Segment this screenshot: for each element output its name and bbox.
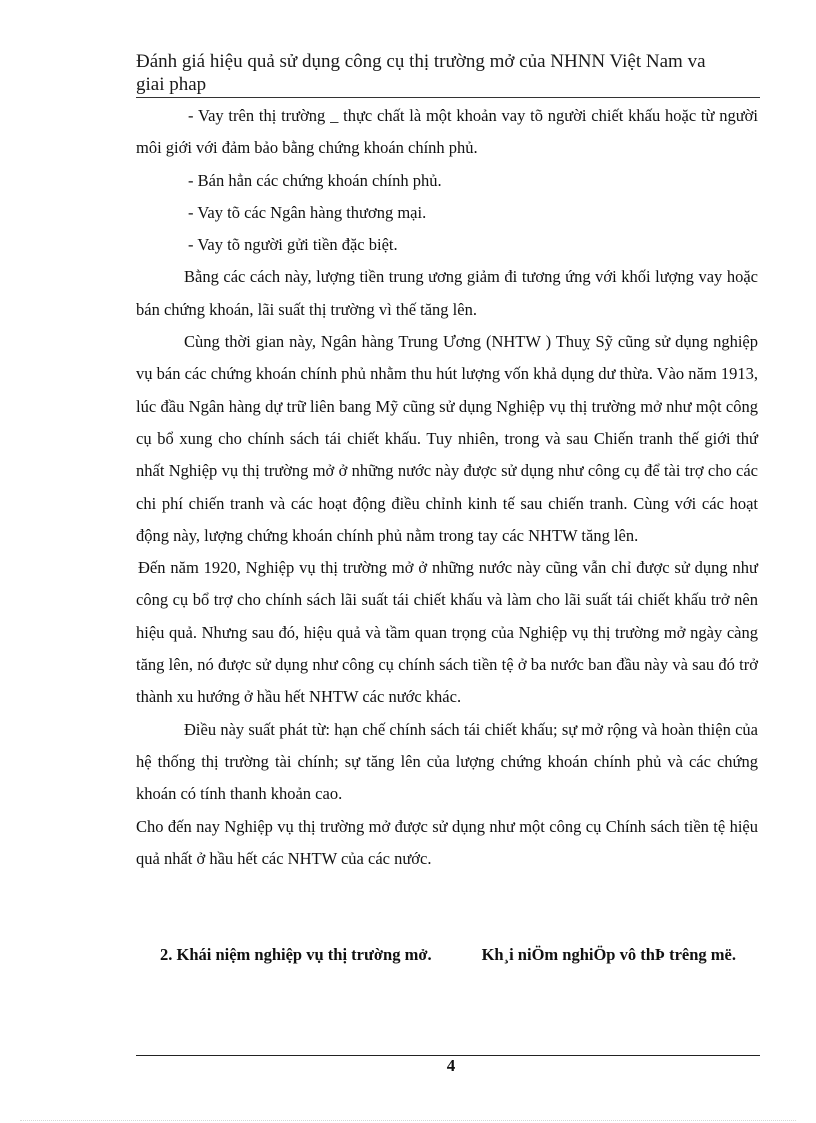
paragraph-bullet-loan-depositors: - Vay tõ người gửi tiền đặc biệt. — [188, 235, 398, 255]
section-heading — [160, 939, 760, 971]
paragraph-conclusion: Cho đến nay Nghiệp vụ thị trường mở được sử dụng như một công cụ Chính sách tiền tệ hiệu quả nhất ở hầu hết các NHTW của các nước. — [136, 816, 758, 868]
paragraph-reasons: Điều này suất phát từ: hạn chế chính sách tái chiết khấu; sự mở rộng và hoàn thiện của hệ thống thị trường tài chính; sự tăng lên của lượng chứng khoán chính phủ và các chứng khoán có tính thanh khoản cao. — [136, 719, 758, 804]
page-number: 4 — [446, 1056, 456, 1075]
paragraph-money-decrease: Bằng các cách này, lượng tiền trung ương giảm đi tương ứng với khối lượng vay hoặc bán chứng khoán, lãi suất thị trường vì thế tăng lên. — [136, 267, 758, 319]
paragraph-bullet-loan-banks: - Vay tõ các Ngân hàng thương mại. — [188, 202, 427, 222]
paragraph-bullet-loan-market: - Vay trên thị trường _ thực chất là một khoản vay tõ người chiết khấu hoặc từ người môi giới với đảm bảo bằng chứng khoán chính phủ. — [136, 106, 758, 158]
section-heading-title: 2. Khái niệm nghiệp vụ thị trường mở. — [160, 945, 432, 964]
header-divider — [136, 97, 760, 98]
paragraph-bullet-sell-securities: - Bán hẳn các chứng khoán chính phủ. — [188, 170, 442, 190]
document-header — [136, 50, 736, 96]
document-body — [136, 100, 758, 875]
paragraph-1920: Đến năm 1920, Nghiệp vụ thị trường mở ở những nước này cũng vẫn chỉ được sử dụng như công cụ bổ trợ cho chính sách lãi suất tái chiết khấu và làm cho lãi suất tái chiết khấu trở nên hiệu quả. Nhưng sau đó, hiệu quả và tầm quan trọng của Nghiệp vụ thị trường mở ngày càng tăng lên, nó được sử dụng như công cụ chính sách tiền tệ ở ba nước ban đầu này và sau đó trở thành xu hướng ở hầu hết NHTW các nước khác. — [136, 558, 758, 707]
page-bottom-edge — [20, 1120, 796, 1121]
section-heading-garbled: Kh¸i niÖm nghiÖp vô thÞ trêng më. — [481, 945, 736, 964]
paragraph-switzerland-us: Cùng thời gian này, Ngân hàng Trung Ương (NHTW ) Thuỵ Sỹ cũng sử dụng nghiệp vụ bán các chứng khoán chính phủ nhằm thu hút lượng vốn khả dụng dư thừa. Vào năm 1913, lúc đầu Ngân hàng dự trữ liên bang Mỹ cũng sử dụng Nghiệp vụ thị trường mở như một công cụ bổ xung cho chính sách tái chiết khấu. Tuy nhiên, trong và sau Chiến tranh thế giới thứ nhất Nghiệp vụ thị trường mở ở những nước này được sử dụng như công cụ để tài trợ cho các chi phí chiến tranh và các hoạt động điều chỉnh kinh tế sau chiến tranh. Cùng với các hoạt động này, lượng chứng khoán chính phủ nằm trong tay các NHTW tăng lên. — [136, 332, 758, 545]
header-title: Đánh giá hiệu quả sử dụng công cụ thị trường mở của NHNN Việt Nam va giai phap — [136, 51, 706, 95]
